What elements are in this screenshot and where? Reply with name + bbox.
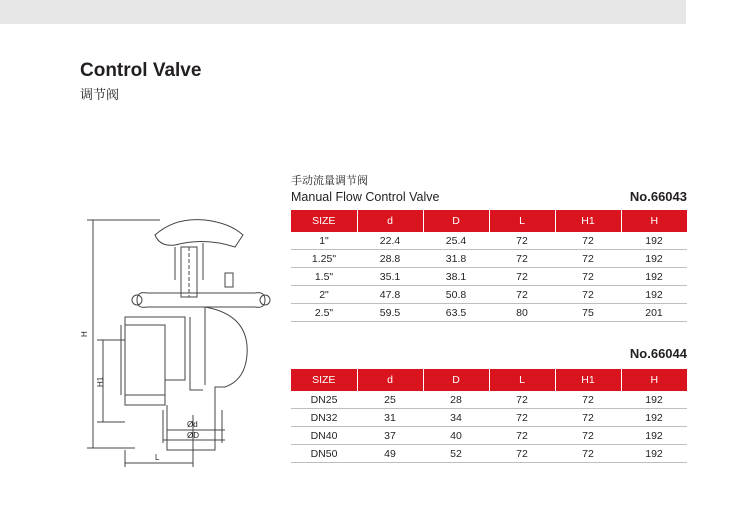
cell: 25.4 xyxy=(423,232,489,250)
table-row xyxy=(291,286,687,304)
cell: 34 xyxy=(423,409,489,427)
cell: 72 xyxy=(489,409,555,427)
cell: 72 xyxy=(489,427,555,445)
dim-label-L: L xyxy=(155,453,160,462)
header-L: L xyxy=(489,210,555,232)
cell: 2" xyxy=(291,286,357,304)
cell: 22.4 xyxy=(357,232,423,250)
cell: 192 xyxy=(621,232,687,250)
table-row xyxy=(291,391,687,409)
cell: 35.1 xyxy=(357,268,423,286)
cell: DN25 xyxy=(291,391,357,409)
cell: 40 xyxy=(423,427,489,445)
header-d: d xyxy=(357,369,423,391)
table-row xyxy=(291,268,687,286)
header-H: H xyxy=(621,369,687,391)
page-title: Control Valve xyxy=(80,60,202,81)
product-name-cn: 手动流量调节阀 xyxy=(291,175,368,187)
cell: DN40 xyxy=(291,427,357,445)
header-d: d xyxy=(357,210,423,232)
cell: 72 xyxy=(489,232,555,250)
cell: 31.8 xyxy=(423,250,489,268)
cell: 72 xyxy=(489,445,555,463)
cell: 72 xyxy=(555,409,621,427)
dim-label-H1: H1 xyxy=(96,376,105,387)
table-row xyxy=(291,409,687,427)
table-row xyxy=(291,250,687,268)
cell: 192 xyxy=(621,250,687,268)
cell: 72 xyxy=(555,391,621,409)
cell: 37 xyxy=(357,427,423,445)
cell: 72 xyxy=(555,268,621,286)
spec-table-66043 xyxy=(291,210,687,322)
table-header-row xyxy=(291,210,687,232)
valve-technical-drawing xyxy=(75,205,280,475)
cell: DN50 xyxy=(291,445,357,463)
header-size: SIZE xyxy=(291,369,357,391)
cell: 38.1 xyxy=(423,268,489,286)
cell: 72 xyxy=(555,250,621,268)
cell: 28.8 xyxy=(357,250,423,268)
page-subtitle: 调节阀 xyxy=(80,87,120,102)
dim-label-d: Ød xyxy=(187,420,198,429)
cell: 72 xyxy=(489,250,555,268)
cell: 72 xyxy=(555,232,621,250)
cell: 75 xyxy=(555,304,621,322)
table-row xyxy=(291,304,687,322)
model-number-1: No.66043 xyxy=(629,189,687,204)
cell: 1.25" xyxy=(291,250,357,268)
spec-table-66044 xyxy=(291,369,687,463)
cell: 59.5 xyxy=(357,304,423,322)
cell: 31 xyxy=(357,409,423,427)
cell: 192 xyxy=(621,268,687,286)
header-H: H xyxy=(621,210,687,232)
table-row xyxy=(291,427,687,445)
header-D: D xyxy=(423,210,489,232)
cell: 28 xyxy=(423,391,489,409)
table-row xyxy=(291,232,687,250)
cell: 49 xyxy=(357,445,423,463)
cell: 25 xyxy=(357,391,423,409)
cell: 192 xyxy=(621,286,687,304)
dim-label-H: H xyxy=(80,331,89,337)
cell: DN32 xyxy=(291,409,357,427)
cell: 2.5" xyxy=(291,304,357,322)
cell: 47.8 xyxy=(357,286,423,304)
cell: 72 xyxy=(555,427,621,445)
table-header-row xyxy=(291,369,687,391)
cell: 72 xyxy=(555,445,621,463)
cell: 192 xyxy=(621,445,687,463)
top-banner xyxy=(0,0,686,24)
cell: 50.8 xyxy=(423,286,489,304)
cell: 52 xyxy=(423,445,489,463)
header-D: D xyxy=(423,369,489,391)
cell: 72 xyxy=(555,286,621,304)
table-row xyxy=(291,445,687,463)
cell: 72 xyxy=(489,268,555,286)
cell: 63.5 xyxy=(423,304,489,322)
cell: 80 xyxy=(489,304,555,322)
cell: 72 xyxy=(489,286,555,304)
cell: 72 xyxy=(489,391,555,409)
model-number-2: No.66044 xyxy=(629,346,687,361)
header-H1: H1 xyxy=(555,369,621,391)
header-L: L xyxy=(489,369,555,391)
cell: 192 xyxy=(621,391,687,409)
product-name-en: Manual Flow Control Valve xyxy=(291,190,440,204)
cell: 192 xyxy=(621,427,687,445)
header-H1: H1 xyxy=(555,210,621,232)
cell: 201 xyxy=(621,304,687,322)
cell: 1.5" xyxy=(291,268,357,286)
dim-label-D: ØD xyxy=(187,431,199,440)
cell: 192 xyxy=(621,409,687,427)
header-size: SIZE xyxy=(291,210,357,232)
cell: 1" xyxy=(291,232,357,250)
